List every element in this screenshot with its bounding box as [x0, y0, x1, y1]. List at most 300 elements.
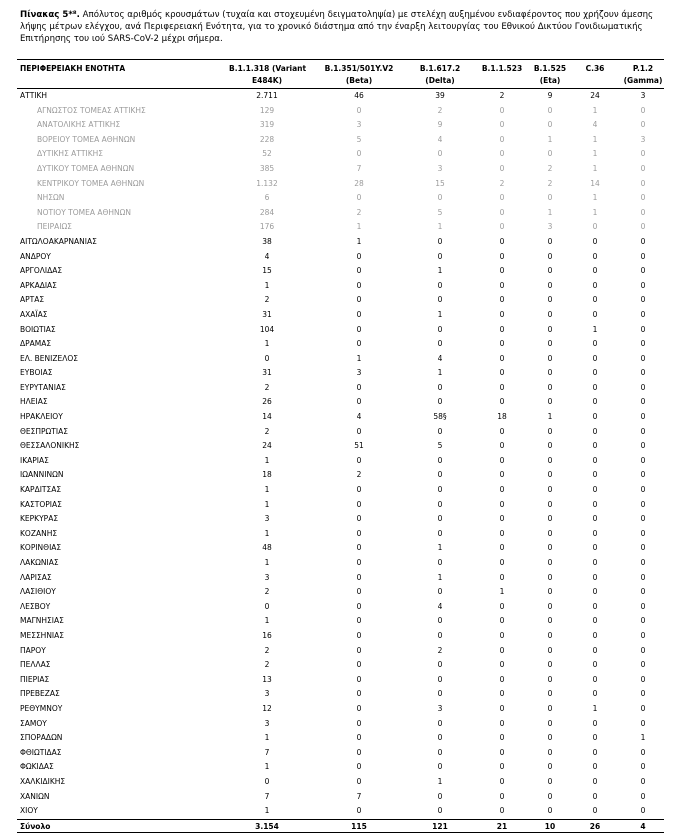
- value-cell: 0: [592, 572, 598, 582]
- value-cell: 0: [356, 806, 362, 816]
- value-cell: 0: [499, 558, 505, 567]
- region-row: [17, 425, 664, 440]
- value-cell: 0: [547, 514, 553, 524]
- value-cell: 0: [356, 674, 362, 684]
- value-cell: 0: [547, 747, 553, 757]
- value-cell: 0: [640, 178, 646, 188]
- value-cell: 1: [592, 105, 598, 115]
- value-cell: 0: [640, 703, 646, 713]
- value-cell: 0: [547, 353, 553, 363]
- region-row: [17, 585, 664, 600]
- value-cell: 0: [437, 806, 443, 816]
- value-cell: 0: [356, 149, 362, 159]
- value-cell: 3: [640, 91, 646, 100]
- value-cell: 0: [499, 163, 505, 173]
- value-cell: 0: [356, 295, 362, 305]
- value-cell: 0: [640, 762, 646, 772]
- sub-region-row: [17, 220, 664, 235]
- region-row: [17, 483, 664, 498]
- value-cell: 0: [499, 543, 505, 553]
- value-cell: 1: [264, 528, 270, 538]
- value-cell: 0: [437, 528, 443, 538]
- value-cell: 7: [264, 747, 270, 757]
- value-cell: 0: [640, 339, 646, 349]
- region-row: [17, 644, 664, 659]
- region-name: ΠΡΕΒΕΖΑΣ: [20, 689, 60, 699]
- region-name: ΑΝΑΤΟΛΙΚΗΣ ΑΤΤΙΚΗΣ: [37, 120, 121, 130]
- region-name: ΙΚΑΡΙΑΣ: [20, 455, 49, 465]
- region-name: ΕΛ. ΒΕΝΙΖΕΛΟΣ: [20, 353, 78, 363]
- value-cell: 0: [640, 543, 646, 553]
- value-cell: 0: [547, 455, 553, 465]
- value-cell: 14: [590, 178, 600, 188]
- region-name: ΑΝΔΡΟΥ: [20, 251, 51, 261]
- region-row: [17, 498, 664, 513]
- value-cell: 0: [592, 733, 598, 743]
- value-cell: 0: [499, 762, 505, 772]
- value-cell: 0: [592, 528, 598, 538]
- value-cell: 0: [499, 251, 505, 261]
- value-cell: 0: [592, 645, 598, 655]
- value-cell: 0: [499, 105, 505, 115]
- value-cell: 0: [437, 718, 443, 728]
- value-cell: 0: [499, 499, 505, 509]
- value-cell: 0: [499, 572, 505, 582]
- value-cell: 3: [264, 718, 270, 728]
- value-cell: 0: [640, 222, 646, 232]
- value-cell: 0: [499, 324, 505, 334]
- value-cell: 1: [264, 455, 270, 465]
- value-cell: 0: [356, 660, 362, 670]
- value-cell: 0: [547, 528, 553, 538]
- value-cell: 0: [499, 426, 505, 436]
- value-cell: 1: [264, 485, 270, 495]
- value-cell: 4: [356, 412, 362, 422]
- value-cell: 0: [356, 543, 362, 553]
- value-cell: 1: [640, 733, 646, 743]
- value-cell: 0: [592, 280, 598, 290]
- region-name: ΒΟΙΩΤΙΑΣ: [20, 324, 56, 334]
- value-cell: 2: [437, 645, 443, 655]
- region-name: ΘΕΣΣΑΛΟΝΙΚΗΣ: [20, 441, 80, 451]
- total-cell: 115: [351, 821, 367, 831]
- value-cell: 1.132: [256, 178, 278, 188]
- region-name: ΑΙΤΩΛΟΑΚΑΡΝΑΝΙΑΣ: [20, 236, 97, 246]
- sub-region-row: [17, 147, 664, 162]
- value-cell: 0: [592, 382, 598, 392]
- region-name: ΛΑΣΙΘΙΟΥ: [20, 587, 56, 597]
- value-cell: 1: [264, 806, 270, 816]
- value-cell: 0: [499, 368, 505, 378]
- value-cell: 2: [547, 163, 553, 173]
- value-cell: 0: [592, 499, 598, 509]
- region-name: ΑΤΤΙΚΗ: [20, 91, 48, 100]
- value-cell: 7: [356, 163, 362, 173]
- value-cell: 3: [437, 163, 443, 173]
- value-cell: 0: [437, 251, 443, 261]
- value-cell: 0: [437, 339, 443, 349]
- region-name: ΜΕΣΣΗΝΙΑΣ: [20, 630, 65, 640]
- value-cell: 0: [547, 397, 553, 407]
- region-name: ΒΟΡΕΙΟΥ ΤΟΜΕΑ ΑΘΗΝΩΝ: [37, 134, 136, 144]
- value-cell: 0: [437, 382, 443, 392]
- value-cell: 0: [640, 806, 646, 816]
- table-caption: [20, 9, 660, 45]
- region-row: [17, 279, 664, 294]
- value-cell: 0: [640, 324, 646, 334]
- value-cell: 0: [437, 689, 443, 699]
- value-cell: 0: [592, 747, 598, 757]
- value-cell: 0: [437, 630, 443, 640]
- region-row: [17, 702, 664, 717]
- value-cell: 0: [640, 747, 646, 757]
- value-cell: 0: [499, 222, 505, 232]
- value-cell: 0: [547, 762, 553, 772]
- region-name: ΛΕΣΒΟΥ: [20, 601, 51, 611]
- value-cell: 0: [640, 660, 646, 670]
- value-cell: 0: [356, 645, 362, 655]
- value-cell: 0: [640, 149, 646, 159]
- value-cell: 0: [547, 558, 553, 567]
- region-row: [17, 235, 664, 250]
- value-cell: 3: [640, 134, 646, 144]
- value-cell: 0: [437, 762, 443, 772]
- region-name: ΣΠΟΡΑΔΩΝ: [20, 733, 63, 743]
- value-cell: 0: [356, 309, 362, 319]
- value-cell: 26: [262, 397, 272, 407]
- value-cell: 0: [592, 587, 598, 597]
- value-cell: 0: [640, 558, 646, 567]
- value-cell: 0: [356, 718, 362, 728]
- value-cell: 0: [547, 149, 553, 159]
- value-cell: 1: [264, 733, 270, 743]
- value-cell: 2: [264, 382, 270, 392]
- sub-region-row: [17, 104, 664, 119]
- value-cell: 2: [264, 587, 270, 597]
- region-row: [17, 673, 664, 688]
- variants-table: [17, 59, 664, 833]
- value-cell: 1: [592, 207, 598, 217]
- value-cell: 0: [356, 572, 362, 582]
- value-cell: 0: [437, 499, 443, 509]
- value-cell: 0: [547, 543, 553, 553]
- caption-label: Πίνακας 5*⁸.: [20, 10, 80, 20]
- region-name: ΠΑΡΟΥ: [20, 645, 46, 655]
- region-name: ΙΩΑΝΝΙΝΩΝ: [20, 470, 64, 480]
- value-cell: 1: [356, 222, 362, 232]
- value-cell: 0: [640, 791, 646, 801]
- value-cell: 4: [437, 134, 443, 144]
- value-cell: 0: [499, 397, 505, 407]
- value-cell: 0: [640, 718, 646, 728]
- region-name: ΣΑΜΟΥ: [20, 718, 47, 728]
- value-cell: 0: [499, 806, 505, 816]
- value-cell: 2: [356, 207, 362, 217]
- sub-region-row: [17, 206, 664, 221]
- value-cell: 0: [356, 528, 362, 538]
- value-cell: 1: [264, 499, 270, 509]
- value-cell: 58§: [433, 412, 447, 422]
- value-cell: 0: [547, 601, 553, 611]
- region-name: ΠΕΛΛΑΣ: [20, 660, 51, 670]
- value-cell: 0: [547, 733, 553, 743]
- value-cell: 31: [262, 368, 272, 378]
- value-cell: 0: [547, 718, 553, 728]
- value-cell: 0: [356, 747, 362, 757]
- value-cell: 0: [437, 587, 443, 597]
- value-cell: 5: [437, 207, 443, 217]
- value-cell: 0: [547, 339, 553, 349]
- value-cell: 0: [547, 266, 553, 276]
- value-cell: 1: [437, 543, 443, 553]
- value-cell: 3: [264, 572, 270, 582]
- value-cell: 0: [437, 295, 443, 305]
- value-cell: 0: [356, 324, 362, 334]
- region-name: ΧΑΛΚΙΔΙΚΗΣ: [20, 776, 66, 786]
- value-cell: 2: [499, 91, 505, 100]
- value-cell: 24: [262, 441, 272, 451]
- value-cell: 0: [499, 630, 505, 640]
- value-cell: 0: [547, 120, 553, 130]
- value-cell: 0: [264, 601, 270, 611]
- region-name: ΕΥΡΥΤΑΝΙΑΣ: [20, 382, 66, 392]
- header-region: ΠΕΡΙΦΕΡΕΙΑΚΗ ΕΝΟΤΗΤΑ: [20, 64, 126, 73]
- value-cell: 0: [547, 806, 553, 816]
- value-cell: 1: [592, 703, 598, 713]
- value-cell: 0: [592, 791, 598, 801]
- value-cell: 2: [264, 645, 270, 655]
- region-row: [17, 804, 664, 819]
- value-cell: 0: [437, 280, 443, 290]
- sub-region-row: [17, 133, 664, 148]
- value-cell: 0: [640, 528, 646, 538]
- region-row: [17, 439, 664, 454]
- value-cell: 15: [435, 178, 445, 188]
- value-cell: 0: [437, 660, 443, 670]
- value-cell: 0: [499, 703, 505, 713]
- value-cell: 0: [640, 207, 646, 217]
- value-cell: 1: [592, 149, 598, 159]
- value-cell: 1: [437, 368, 443, 378]
- region-name: ΑΧΑΪΑΣ: [20, 309, 48, 319]
- value-cell: 0: [640, 412, 646, 422]
- value-cell: 0: [437, 485, 443, 495]
- region-row: [17, 556, 664, 571]
- value-cell: 0: [547, 776, 553, 786]
- value-cell: 0: [356, 251, 362, 261]
- region-name: ΑΓΝΩΣΤΟΣ ΤΟΜΕΑΣ ΑΤΤΙΚΗΣ: [37, 105, 146, 115]
- region-row: [17, 687, 664, 702]
- header-p12: P.1.2 (Gamma): [623, 64, 663, 85]
- value-cell: 0: [592, 412, 598, 422]
- value-cell: 0: [356, 762, 362, 772]
- value-cell: 0: [356, 776, 362, 786]
- region-name: ΗΡΑΚΛΕΙΟΥ: [20, 412, 63, 422]
- value-cell: 1: [437, 309, 443, 319]
- value-cell: 0: [592, 426, 598, 436]
- value-cell: 0: [547, 660, 553, 670]
- value-cell: 0: [356, 266, 362, 276]
- value-cell: 0: [499, 207, 505, 217]
- value-cell: 3: [264, 514, 270, 524]
- value-cell: 0: [592, 309, 598, 319]
- value-cell: 0: [499, 660, 505, 670]
- value-cell: 0: [640, 105, 646, 115]
- value-cell: 0: [640, 616, 646, 626]
- value-cell: 0: [592, 470, 598, 480]
- region-row: [17, 527, 664, 542]
- value-cell: 16: [262, 630, 272, 640]
- value-cell: 0: [547, 368, 553, 378]
- value-cell: 3: [356, 368, 362, 378]
- value-cell: 2: [264, 295, 270, 305]
- value-cell: 0: [264, 776, 270, 786]
- value-cell: 0: [356, 280, 362, 290]
- value-cell: 0: [437, 149, 443, 159]
- value-cell: 46: [354, 91, 364, 100]
- value-cell: 0: [547, 280, 553, 290]
- region-name: ΚΟΡΙΝΘΙΑΣ: [20, 543, 62, 553]
- value-cell: 7: [356, 791, 362, 801]
- value-cell: 0: [499, 149, 505, 159]
- value-cell: 3: [547, 222, 553, 232]
- value-cell: 0: [547, 499, 553, 509]
- value-cell: 0: [499, 382, 505, 392]
- value-cell: 0: [356, 455, 362, 465]
- value-cell: 1: [356, 353, 362, 363]
- value-cell: 0: [547, 470, 553, 480]
- value-cell: 0: [640, 397, 646, 407]
- value-cell: 0: [356, 499, 362, 509]
- value-cell: 9: [437, 120, 443, 130]
- total-cell: 10: [544, 821, 556, 831]
- value-cell: 0: [592, 266, 598, 276]
- value-cell: 0: [592, 601, 598, 611]
- value-cell: 0: [499, 455, 505, 465]
- total-cell: 21: [496, 821, 508, 831]
- value-cell: 0: [499, 616, 505, 626]
- value-cell: 1: [592, 163, 598, 173]
- value-cell: 0: [499, 689, 505, 699]
- table-header: [17, 59, 664, 89]
- value-cell: 1: [592, 193, 598, 203]
- value-cell: 0: [592, 674, 598, 684]
- value-cell: 4: [592, 120, 598, 130]
- value-cell: 0: [547, 193, 553, 203]
- total-label: Σύνολο: [20, 821, 51, 831]
- region-row: [17, 323, 664, 338]
- region-row: [17, 89, 664, 104]
- value-cell: 0: [356, 703, 362, 713]
- header-b1351: B.1.351/501Y.V2 (Beta): [324, 64, 394, 85]
- value-cell: 0: [640, 645, 646, 655]
- value-cell: 0: [437, 674, 443, 684]
- value-cell: 0: [437, 558, 443, 567]
- value-cell: 0: [640, 470, 646, 480]
- region-name: ΧΑΝΙΩΝ: [20, 791, 50, 801]
- value-cell: 2: [264, 426, 270, 436]
- value-cell: 0: [640, 572, 646, 582]
- value-cell: 1: [264, 558, 270, 567]
- value-cell: 0: [547, 703, 553, 713]
- value-cell: 0: [499, 601, 505, 611]
- value-cell: 129: [259, 105, 275, 115]
- value-cell: 0: [356, 514, 362, 524]
- value-cell: 1: [437, 222, 443, 232]
- region-row: [17, 293, 664, 308]
- value-cell: 0: [640, 630, 646, 640]
- value-cell: 0: [592, 441, 598, 451]
- value-cell: 0: [640, 455, 646, 465]
- region-row: [17, 760, 664, 775]
- region-name: ΕΥΒΟΙΑΣ: [20, 368, 53, 378]
- value-cell: 0: [547, 236, 553, 246]
- header-b11318: B.1.1.318 (Variant E484K): [229, 64, 307, 85]
- value-cell: 0: [592, 339, 598, 349]
- value-cell: 0: [592, 514, 598, 524]
- value-cell: 0: [640, 266, 646, 276]
- value-cell: 104: [259, 324, 275, 334]
- region-name: ΚΟΖΑΝΗΣ: [20, 528, 58, 538]
- region-name: ΝΗΣΩΝ: [37, 193, 65, 203]
- total-cell: 26: [589, 821, 601, 831]
- region-name: ΑΡΓΟΛΙΔΑΣ: [20, 266, 63, 276]
- value-cell: 0: [437, 747, 443, 757]
- value-cell: 18: [497, 412, 507, 422]
- value-cell: 0: [547, 382, 553, 392]
- value-cell: 5: [437, 441, 443, 451]
- value-cell: 0: [640, 499, 646, 509]
- value-cell: 0: [640, 280, 646, 290]
- region-name: ΦΩΚΙΔΑΣ: [20, 762, 54, 772]
- region-row: [17, 614, 664, 629]
- value-cell: 3: [356, 120, 362, 130]
- value-cell: 39: [435, 91, 445, 100]
- value-cell: 0: [437, 514, 443, 524]
- region-row: [17, 658, 664, 673]
- value-cell: 0: [356, 339, 362, 349]
- value-cell: 0: [592, 485, 598, 495]
- region-row: [17, 629, 664, 644]
- sub-region-row: [17, 118, 664, 133]
- region-row: [17, 381, 664, 396]
- value-cell: 0: [499, 776, 505, 786]
- value-cell: 0: [356, 426, 362, 436]
- value-cell: 0: [592, 616, 598, 626]
- value-cell: 4: [437, 601, 443, 611]
- value-cell: 7: [264, 791, 270, 801]
- value-cell: 0: [592, 630, 598, 640]
- value-cell: 52: [262, 149, 272, 159]
- value-cell: 0: [592, 543, 598, 553]
- value-cell: 1: [264, 762, 270, 772]
- value-cell: 0: [640, 426, 646, 436]
- value-cell: 0: [592, 689, 598, 699]
- value-cell: 0: [499, 266, 505, 276]
- value-cell: 284: [259, 207, 275, 217]
- value-cell: 2: [499, 178, 505, 188]
- value-cell: 0: [640, 309, 646, 319]
- value-cell: 0: [592, 660, 598, 670]
- value-cell: 0: [547, 587, 553, 597]
- total-cell: 121: [432, 821, 448, 831]
- region-row: [17, 454, 664, 469]
- value-cell: 0: [592, 776, 598, 786]
- value-cell: 0: [499, 309, 505, 319]
- value-cell: 51: [354, 441, 364, 451]
- region-name: ΧΙΟΥ: [20, 806, 38, 816]
- total-cell: 4: [640, 821, 646, 831]
